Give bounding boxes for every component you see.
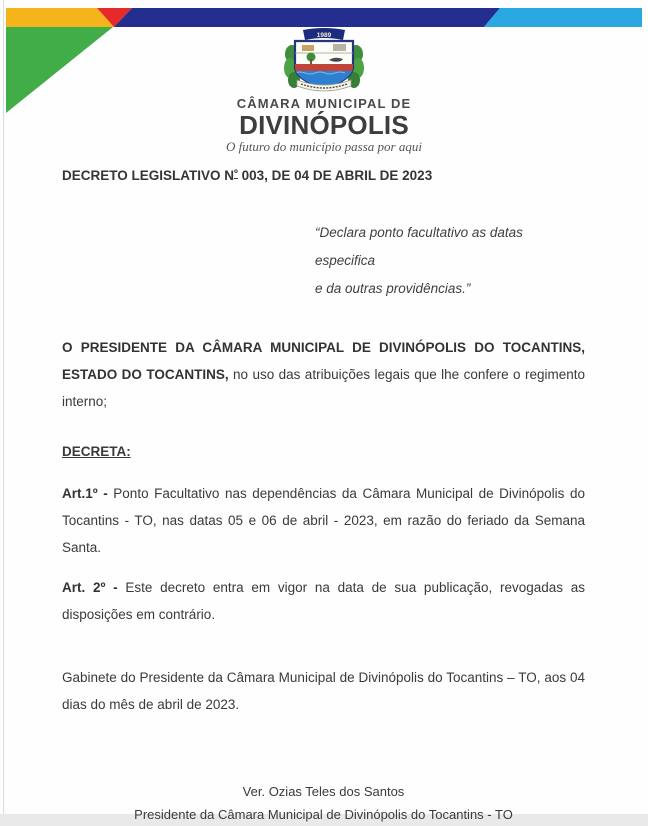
preamble-bold: O PRESIDENTE DA CÂMARA MUNICIPAL DE DIVINÓPOLIS DO TOCANTINS, ESTADO DO TOCANTINS,: [62, 339, 585, 382]
crest-gate: [302, 45, 314, 51]
ordinal-indicator: º: [234, 168, 238, 180]
org-name: CÂMARA MUNICIPAL DE: [236, 96, 412, 111]
signer-name: Ver. Ozias Teles dos Santos: [242, 784, 405, 800]
article-2-text: Este decreto entra em vigor na data de sua publicação, revogadas as disposições em contrário.: [62, 580, 586, 623]
article-1: [62, 480, 585, 561]
decree-body: [0, 165, 648, 826]
article-2-label: Art. 2º -: [62, 580, 126, 596]
crest-year: 1989: [316, 32, 332, 39]
tagline: O futuro do município passa por aqui: [226, 139, 422, 154]
decreta-heading: DECRETA:: [62, 443, 131, 459]
crest-red-band: [295, 64, 353, 71]
crest-tree-trunk: [310, 59, 312, 64]
signature-block: [62, 780, 585, 826]
article-2: [62, 574, 585, 628]
closing-paragraph: Gabinete do Presidente da Câmara Municipal de Divinópolis do Tocantins – TO, aos 04 dias do mês de abril de 2023.: [62, 670, 585, 713]
preamble-normal: no uso das atribuições legais que lhe confere o regimento interno;: [62, 366, 585, 409]
decree-title: [62, 165, 585, 185]
decree-title-text: DECRETO LEGISLATIVO N: [62, 167, 235, 183]
article-1-text: Ponto Facultativo nas dependências da Câmara Municipal de Divinópolis do Tocantins - TO, nas datas 05 e 06 de abril - 2023, em razão do feriado da Semana Santa.: [62, 485, 586, 555]
article-1-label: Art.1º -: [62, 485, 114, 501]
municipal-coat-of-arms: [283, 28, 365, 94]
preamble: [62, 334, 585, 415]
crest-building: [333, 44, 346, 51]
epigraph-line2: e da outras providências.”: [315, 280, 471, 296]
signer-role: Presidente da Câmara Municipal de Divinópolis do Tocantins - TO: [134, 807, 513, 823]
epigraph: [62, 219, 585, 303]
decree-title-rest: 003, DE 04 DE ABRIL DE 2023: [237, 167, 433, 183]
epigraph-line1: “Declara ponto facultativo as datas especifica: [315, 224, 523, 268]
city-name: DIVINÓPOLIS: [239, 110, 409, 140]
letterhead: [0, 0, 648, 153]
